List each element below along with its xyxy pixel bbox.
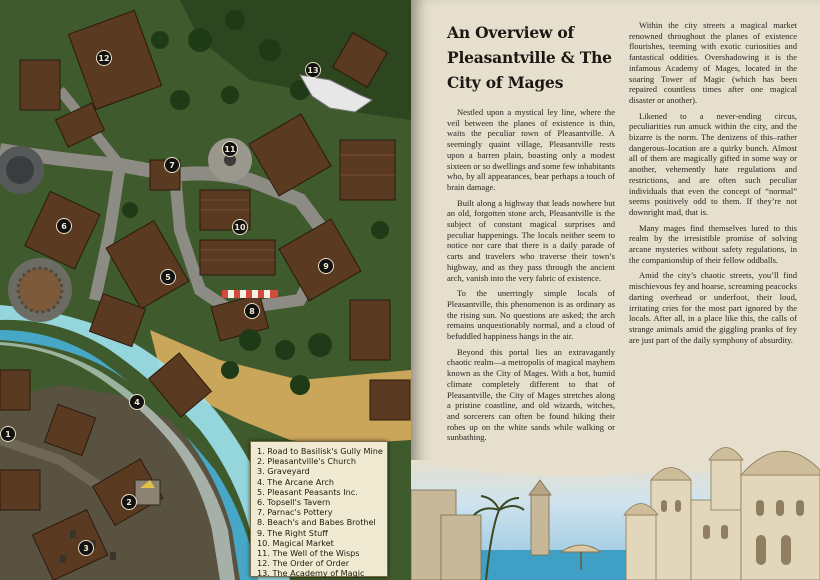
paragraph: Many mages find themselves lured to this realm by the irresistible promise of solving arcane mysteries without safety regulations, in the companionship of their fellow oddballs. (629, 222, 797, 265)
map-marker-2[interactable]: 2 (121, 494, 137, 510)
map-marker-4[interactable]: 4 (129, 394, 145, 410)
map-marker-8[interactable]: 8 (244, 303, 260, 319)
article-title (447, 20, 615, 95)
map-marker-1[interactable]: 1 (0, 426, 16, 442)
map-marker-6[interactable]: 6 (56, 218, 72, 234)
legend-item: 10. Magical Market (257, 537, 334, 548)
title-line: An Overview of (447, 23, 574, 42)
legend-item: 12. The Order of Order (257, 558, 350, 569)
legend-item: 1. Road to Basilisk's Gully Mine (257, 446, 383, 456)
paragraph: Likened to a never-ending circus, peculiarities run amuck within the city, and the bizarre is the norm. The denizens of this–rather dangerous–location are a quirky bunch. Almost all of them are magically gifted in some way or another, vehemently hate regulations and restrictions, and are often such peculiar individuals that even the concept of “normal” seems positively odd to them. If they’re not downright mad, that is. (629, 110, 797, 217)
map-marker-10[interactable]: 10 (232, 219, 248, 235)
map-marker-3[interactable]: 3 (78, 540, 94, 556)
city-illustration (411, 420, 820, 580)
paragraph: Amid the city’s chaotic streets, you’ll find mischievous fey and hoarse, screaming peacocks darting overhead or underfoot, their loud, irritating cries for the most part ignored by the locals. After all, in a place like this, the calls of strange animals amid the giggling pranks of fey are just part of the daily symphony of absurdity. (629, 270, 797, 345)
paragraph: Nestled upon a mystical ley line, where the veil between the planes of existence is thin, waits the peculiar town of Pleasantville. A seemingly quaint village, Pleasantville rests upon a barren plain, boasting only a modest sixteen or so dwellings and some few inhabitants who, by all appearances, bear perhaps a touch of brain damage. (447, 107, 615, 192)
paragraph: Within the city streets a magical market renowned throughout the planes of existence flourishes, teeming with exotic curiosities and fantastical oddities. Overshadowing it is the infamous Academy of Mages, located in the soaring Tower of Magic (which has been repaired countless times after one magical disaster or another). (629, 20, 797, 105)
legend-item: 2. Pleasantville's Church (257, 456, 357, 467)
text-column-right (629, 20, 797, 350)
title-line: Pleasantville & The (447, 48, 612, 67)
map-marker-5[interactable]: 5 (160, 269, 176, 285)
legend-item: 4. The Arcane Arch (257, 476, 334, 487)
map-legend (250, 441, 388, 577)
legend-item: 8. Beach's and Babes Brothel (257, 517, 376, 528)
paragraph: Built along a highway that leads nowhere but an old, forgotten stone arch, Pleasantville is the subject of constant magical surprises and peculiar happenings. The locals neither seem to notice nor care that there is a daily parade of carts and travelers who traverse their town’s highway, and as they pass through the ancient arch, vanish into the very fabric of existence. (447, 197, 615, 283)
legend-item: 6. Topsell's Tavern (257, 497, 331, 508)
legend-item: 7. Parnac's Pottery (257, 507, 333, 518)
map-marker-9[interactable]: 9 (318, 258, 334, 274)
map-marker-13[interactable]: 13 (305, 62, 321, 78)
title-line: City of Mages (447, 73, 564, 92)
paragraph: Beyond this portal lies an extravagantly chaotic realm—a metropolis of magical mayhem known as the City of Mages. With a hot, humid climate completely different to that of Pleasantville, the City of Mages stretches along a pristine coastline, and old wizards, witches, and sorcerers can often be found hiking their robes up on the white sands while walking or sunbathing. (447, 346, 615, 443)
paragraph: To the unerringly simple locals of Pleasantville, this phenomenon is as ordinary as the rising sun. No questions are asked; the arch remains unquestionably normal, and a cloud of befuddled happiness hangs in the air. (447, 288, 615, 342)
map-marker-7[interactable]: 7 (164, 157, 180, 173)
legend-item: 5. Pleasant Peasants Inc. (257, 486, 358, 497)
legend-item: 13. The Academy of Magic (257, 568, 365, 579)
article-page (411, 0, 820, 580)
map-marker-11[interactable]: 11 (222, 141, 238, 157)
legend-item: 3. Graveyard (257, 466, 310, 477)
text-column-left (447, 20, 615, 448)
legend-item: 9. The Right Stuff (257, 527, 328, 538)
map-marker-12[interactable]: 12 (96, 50, 112, 66)
legend-item: 11. The Well of the Wisps (257, 548, 360, 559)
